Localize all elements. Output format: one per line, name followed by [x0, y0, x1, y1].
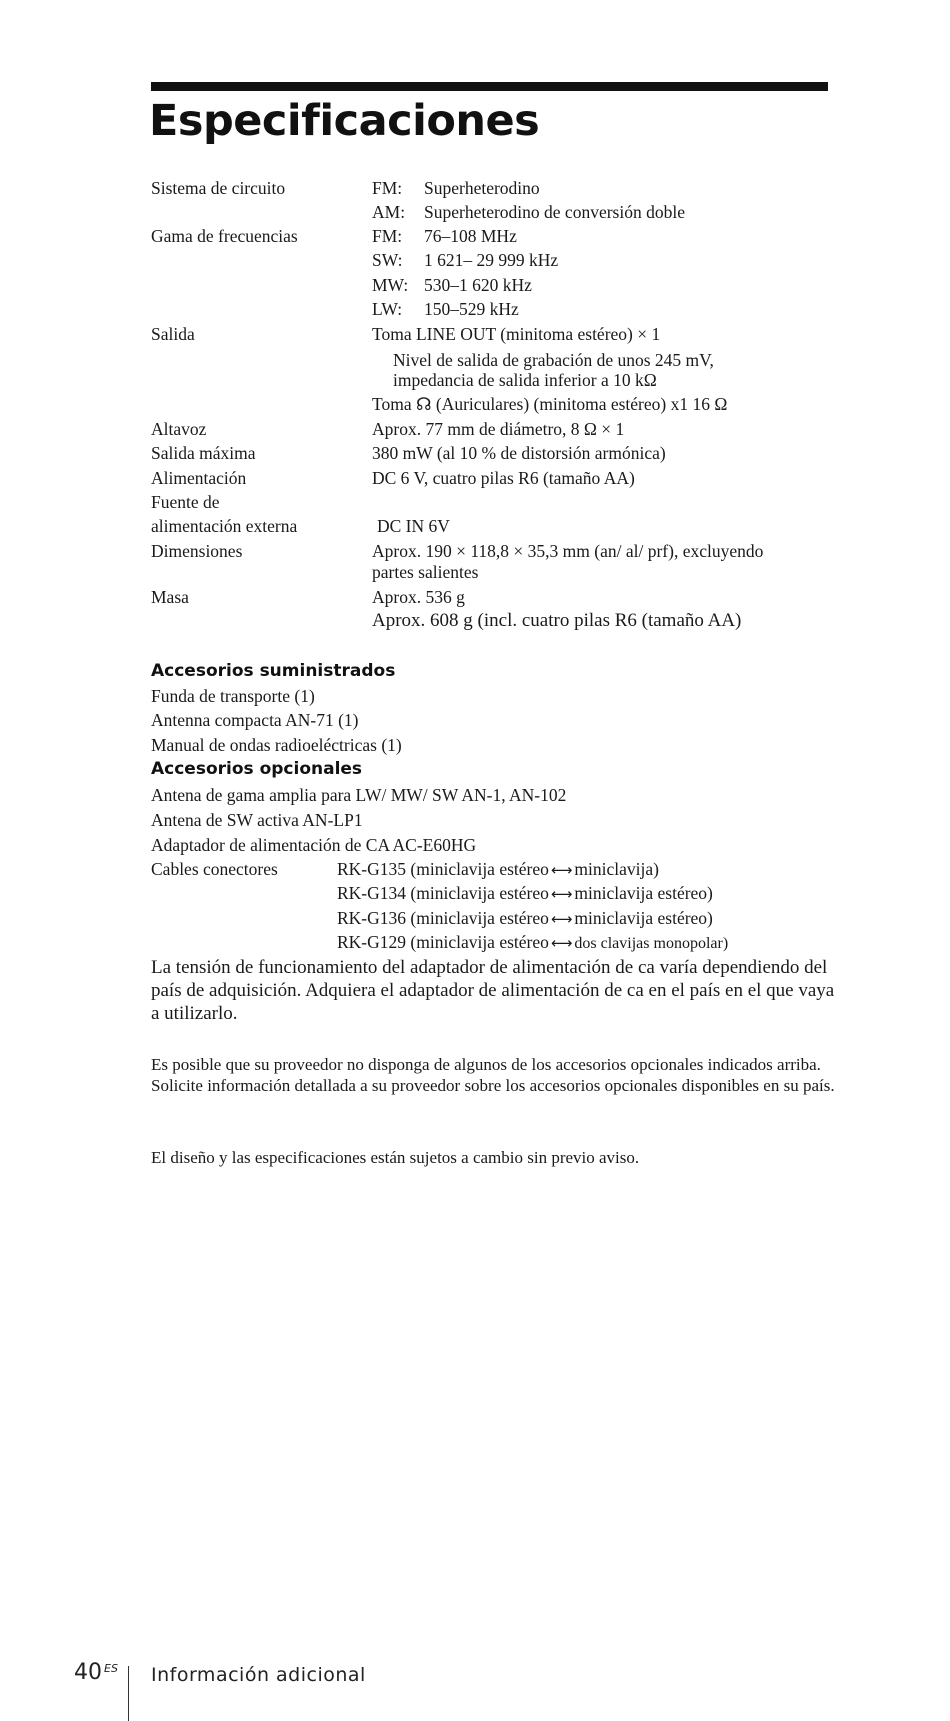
note-tension: La tensión de funcionamiento del adaptador de alimentación de ca varía dependiendo del país de adquisición. Adquiera el adaptador de alimentación de ca en el país en el que vaya a utilizarlo. — [151, 957, 835, 1024]
spec-value-gama-fm: FM: 76–108 MHz — [372, 226, 517, 246]
spec-value-masa-2: Aprox. 608 g (incl. cuatro pilas R6 (tamaño AA) — [372, 610, 742, 631]
list-item: Antenna compacta AN-71 (1) — [151, 710, 359, 730]
cable-item: RK-G136 (miniclavija estéreo ⟷ miniclavija estéreo) — [337, 908, 713, 928]
cables-label: Cables conectores — [151, 859, 278, 879]
footer-section: Información adicional — [151, 1664, 366, 1686]
list-item: Antena de SW activa AN-LP1 — [151, 810, 363, 830]
page-title: Especificaciones — [149, 96, 540, 146]
title-rule — [151, 82, 828, 91]
spec-value-salida-line-out: Toma LINE OUT (minitoma estéreo) × 1 — [372, 324, 661, 344]
list-item: Antena de gama amplia para LW/ MW/ SW AN-1, AN-102 — [151, 785, 567, 805]
note-diseno: El diseño y las especificaciones están sujetos a cambio sin previo aviso. — [151, 1148, 640, 1167]
spec-value-sistema-am: AM: Superheterodino de conversión doble — [372, 202, 685, 222]
spec-label-alimentacion: Alimentación — [151, 468, 247, 488]
spec-value-gama-mw: MW: 530–1 620 kHz — [372, 275, 532, 295]
page-lang: ES — [104, 1662, 118, 1675]
spec-label-salida-maxima: Salida máxima — [151, 443, 256, 463]
spec-label-masa: Masa — [151, 587, 189, 607]
list-item: Funda de transporte (1) — [151, 686, 315, 706]
cable-item: RK-G129 (miniclavija estéreo ⟷ dos clavijas monopolar) — [337, 932, 729, 952]
heading-accesorios-opcionales: Accesorios opcionales — [151, 759, 363, 779]
heading-accesorios-suministrados: Accesorios suministrados — [151, 661, 396, 681]
spec-value-alimentacion: DC 6 V, cuatro pilas R6 (tamaño AA) — [372, 468, 635, 488]
spec-value-masa-1: Aprox. 536 g — [372, 587, 465, 607]
spec-value-gama-sw: SW: 1 621– 29 999 kHz — [372, 250, 559, 270]
footer-divider — [128, 1666, 129, 1721]
spec-label-altavoz: Altavoz — [151, 419, 207, 439]
spec-value-salida-impedancia: impedancia de salida inferior a 10 kΩ — [393, 370, 657, 390]
spec-value-salida-nivel: Nivel de salida de grabación de unos 245 mV, — [393, 350, 714, 370]
spec-value-gama-lw: LW: 150–529 kHz — [372, 299, 519, 319]
spec-label-sistema: Sistema de circuito — [151, 178, 286, 198]
spec-value-altavoz: Aprox. 77 mm de diámetro, 8 Ω × 1 — [372, 419, 625, 439]
spec-label-fuente-2: alimentación externa — [151, 516, 298, 536]
double-arrow-icon: ⟷ — [550, 934, 573, 952]
list-item: Adaptador de alimentación de CA AC-E60HG — [151, 835, 477, 855]
note-proveedor: Es posible que su proveedor no disponga de algunos de los accesorios opcionales indicados arriba. Solicite información detallada a su proveedor sobre los accesorios opcionales disponibles en su país. — [151, 1055, 835, 1095]
spec-label-dimensiones: Dimensiones — [151, 541, 243, 561]
spec-value-sistema-fm: FM: Superheterodino — [372, 178, 540, 198]
spec-value-dimensiones-1: Aprox. 190 × 118,8 × 35,3 mm (an/ al/ prf), excluyendo — [372, 541, 764, 561]
spec-value-dimensiones-2: partes salientes — [372, 562, 479, 582]
spec-value-salida-auriculares: Toma ☊ (Auriculares) (minitoma estéreo) x1 16 Ω — [372, 394, 728, 414]
double-arrow-icon: ⟷ — [550, 910, 573, 928]
double-arrow-icon: ⟷ — [550, 885, 573, 903]
list-item: Manual de ondas radioeléctricas (1) — [151, 735, 402, 755]
cable-item: RK-G135 (miniclavija estéreo ⟷ miniclavija) — [337, 859, 659, 879]
spec-label-gama: Gama de frecuencias — [151, 226, 298, 246]
spec-value-fuente: DC IN 6V — [377, 516, 450, 536]
spec-label-fuente-1: Fuente de — [151, 492, 220, 512]
page-number: 40 — [74, 1660, 102, 1685]
spec-value-salida-maxima: 380 mW (al 10 % de distorsión armónica) — [372, 443, 666, 463]
cable-item: RK-G134 (miniclavija estéreo ⟷ miniclavija estéreo) — [337, 883, 713, 903]
spec-label-salida: Salida — [151, 324, 195, 344]
double-arrow-icon: ⟷ — [550, 861, 573, 879]
